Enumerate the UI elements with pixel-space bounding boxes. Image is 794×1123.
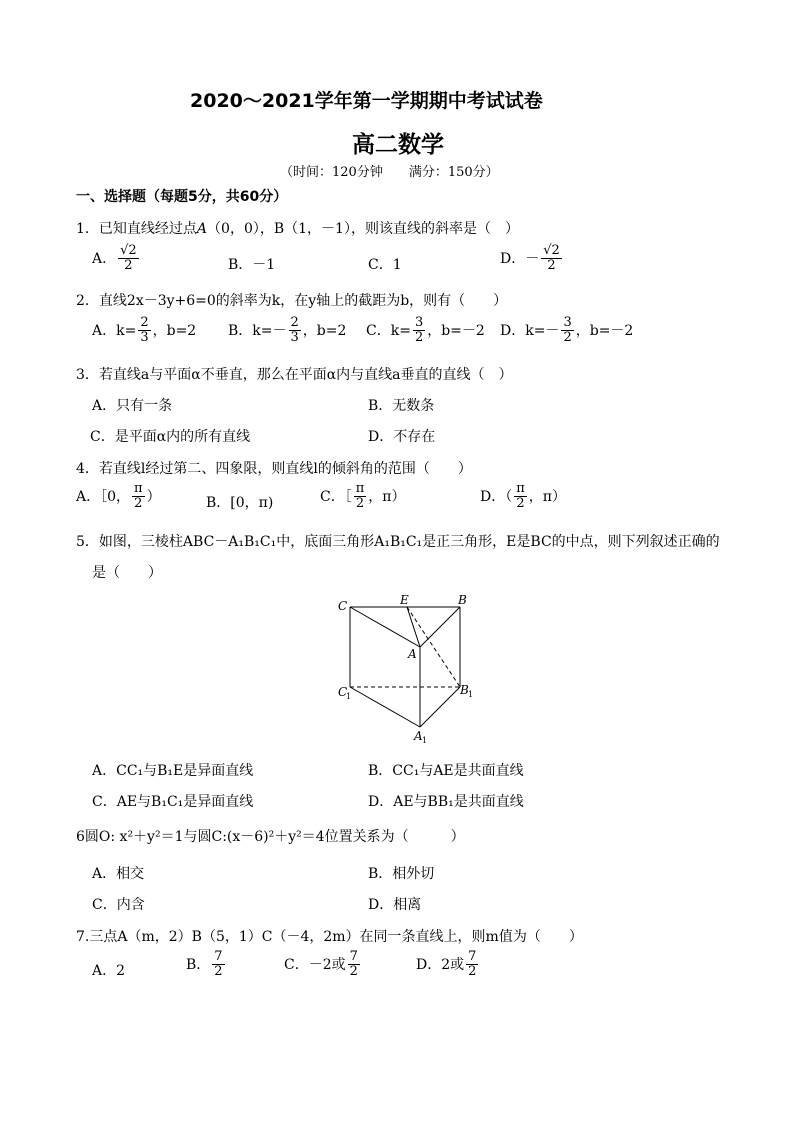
q3-option-d: D．不存在 [368, 429, 436, 445]
label-a1-sub: 1 [422, 736, 428, 744]
q4-d-frac [514, 482, 527, 510]
q4-d-den: 2 [516, 495, 525, 511]
q3-option-a: A．只有一条 [92, 398, 173, 414]
q7-c-frac [348, 950, 360, 978]
question-5-line-1: 5．如图，三棱柱ABC－A₁B₁C₁中，底面三角形A₁B₁C₁是正三角形，E是BC的中点，则下列叙述正确的 [76, 534, 720, 550]
q1-d-num: √2 [543, 243, 560, 258]
q4-a-den: 2 [134, 495, 143, 511]
q7-c-den: 2 [349, 963, 358, 979]
q4-a-tail: ） [146, 489, 161, 506]
q2-d-label: D．k=－ [500, 323, 560, 340]
q1-a-label: A． [92, 251, 117, 268]
edge-ba [420, 607, 460, 647]
label-c1: C [338, 685, 348, 699]
q1-d-den: 2 [547, 257, 556, 273]
q2-b-frac [289, 316, 301, 344]
q2-option-d [500, 316, 633, 344]
q4-c-label: C．［ [320, 489, 352, 506]
q1-a-den: 2 [124, 257, 133, 273]
exam-info: （时间：120分钟 满分：150分） [280, 165, 499, 180]
q4-option-d [480, 482, 566, 510]
q4-a-frac [132, 482, 145, 510]
q4-a-num: π [134, 481, 143, 496]
q6-option-d: D．相离 [368, 897, 422, 913]
q4-d-label: D．（ [480, 489, 513, 506]
prism-figure [330, 592, 480, 744]
q2-a-den: 3 [140, 329, 149, 345]
question-3: 3．若直线a与平面α不垂直，那么在平面α内与直线a垂直的直线（ ） [76, 367, 513, 383]
q7-b-label: B． [186, 957, 211, 974]
edge-b1a1 [420, 687, 460, 727]
q2-d-frac [561, 316, 573, 344]
q2-c-num: 3 [414, 315, 424, 330]
question-5-line-2: 是（ ） [92, 565, 162, 581]
q7-c-label: C．－2或 [284, 957, 346, 974]
q2-c-tail: ，b=－2 [427, 323, 485, 340]
q5-option-c: C．AE与B₁C₁是异面直线 [92, 794, 254, 810]
q7-b-num: 7 [214, 949, 223, 964]
q2-b-num: 2 [290, 315, 299, 330]
q4-a-label: A．［0， [76, 489, 131, 506]
q6-option-c: C．内含 [92, 897, 145, 913]
q4-option-a [76, 482, 161, 510]
label-b1: B [460, 683, 469, 697]
q4-d-tail: ，π） [528, 489, 566, 506]
q3-option-b: B．无数条 [368, 398, 435, 414]
question-2: 2．直线2x－3y+6=0的斜率为k，在y轴上的截距为b，则有（ ） [76, 293, 508, 309]
q4-c-num: π [355, 481, 365, 496]
q7-option-b [186, 950, 227, 978]
label-c: C [338, 599, 348, 613]
q6-option-b: B．相外切 [368, 866, 435, 882]
q2-option-b [228, 316, 346, 344]
q2-b-tail: ，b=2 [302, 323, 347, 340]
q2-c-label: C．k= [366, 323, 411, 340]
question-7: 7.三点A（m，2）B（5，1）C（－4，2m）在同一条直线上，则m值为（ ） [76, 929, 583, 945]
q7-option-d [416, 950, 480, 978]
q1-option-b: B．－1 [228, 257, 276, 273]
label-a: A [408, 647, 417, 661]
q1-a-frac [118, 244, 139, 272]
q2-a-num: 2 [140, 315, 149, 330]
q4-option-c [320, 482, 405, 510]
exam-subject: 高二数学 [352, 132, 444, 158]
exam-title: 2020～2021学年第一学期期中考试试卷 [190, 90, 543, 112]
q2-a-tail: ，b=2 [152, 323, 197, 340]
q7-option-a: A．2 [92, 963, 126, 979]
q2-c-frac [413, 316, 425, 344]
q7-d-label: D．2或 [416, 957, 465, 974]
q1-a-num: √2 [120, 243, 137, 258]
q2-option-c [366, 316, 485, 344]
q7-b-den: 2 [214, 963, 223, 979]
q3-option-c: C．是平面α内的所有直线 [90, 429, 251, 445]
q2-a-frac [138, 316, 150, 344]
q2-c-den: 2 [414, 329, 424, 345]
q2-d-tail: ，b=－2 [575, 323, 634, 340]
q5-option-b: B．CC₁与AE是共面直线 [368, 763, 524, 779]
q4-c-frac [354, 482, 367, 510]
label-b1-sub: 1 [468, 690, 474, 699]
label-a1: A [414, 729, 423, 743]
q2-d-den: 2 [563, 329, 572, 345]
q4-option-b: B．[0，π) [206, 495, 274, 511]
q1-d-frac [541, 244, 562, 272]
q7-c-num: 7 [349, 949, 358, 964]
label-c1-sub: 1 [346, 692, 352, 701]
q4-d-num: π [516, 481, 525, 496]
edge-c1a1 [350, 687, 420, 727]
q2-d-num: 3 [563, 315, 572, 330]
q5-option-d: D．AE与BB₁是共面直线 [368, 794, 524, 810]
q2-b-label: B．k=－ [228, 323, 287, 340]
section-title: 一、选择题（每题5分，共60分） [76, 189, 288, 205]
q4-c-den: 2 [355, 495, 365, 511]
question-6: 6圆O: x²＋y²＝1与圆C:(x－6)²＋y²＝4位置关系为（ ） [76, 829, 465, 845]
q2-a-label: A．k= [92, 323, 137, 340]
label-b: B [458, 593, 467, 607]
edge-ca [350, 607, 420, 647]
q7-d-den: 2 [468, 963, 477, 979]
question-1: 1．已知直线经过点A（0，0），B（1，－1），则该直线的斜率是（ ） [76, 221, 519, 237]
q1-option-a [92, 244, 141, 272]
q6-option-a: A．相交 [92, 866, 145, 882]
q7-d-num: 7 [468, 949, 477, 964]
q1-d-label: D．－ [500, 251, 540, 268]
q7-d-frac [466, 950, 478, 978]
q1-stem-prefix: 1．已知直线经过点 [76, 221, 197, 237]
q4-c-tail: ，π） [368, 489, 406, 506]
q5-option-a: A．CC₁与B₁E是异面直线 [92, 763, 254, 779]
q7-b-frac [212, 950, 224, 978]
label-e: E [400, 593, 409, 607]
q2-option-a [92, 316, 196, 344]
q7-option-c [284, 950, 362, 978]
q1-option-d [500, 244, 564, 272]
q1-option-c: C．1 [368, 257, 402, 273]
question-4: 4．若直线l经过第二、四象限，则直线l的倾斜角的范围（ ） [76, 461, 472, 477]
q1-stem-rest: （0，0），B（1，－1），则该直线的斜率是（ ） [207, 221, 519, 237]
q2-b-den: 3 [290, 329, 299, 345]
